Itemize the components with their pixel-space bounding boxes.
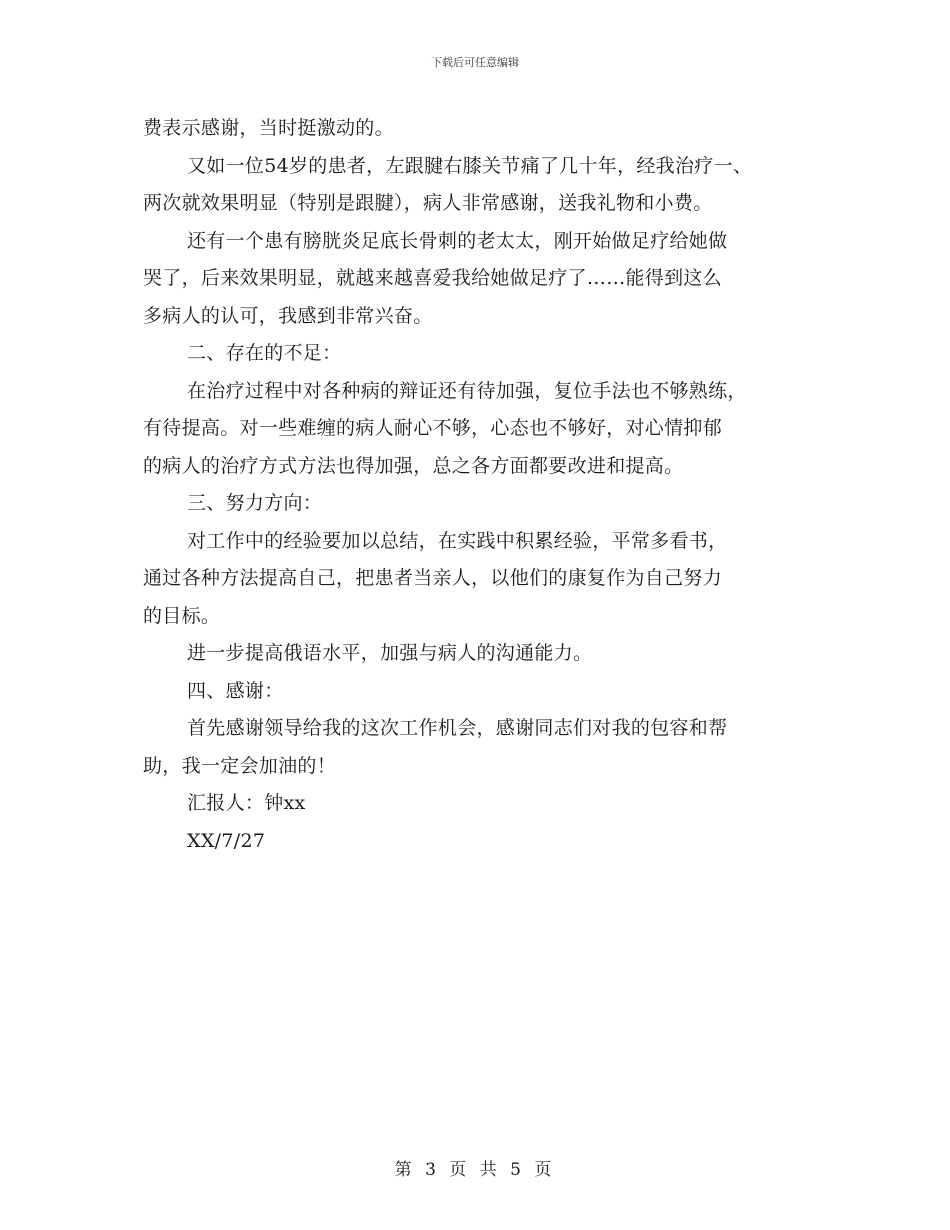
page-number-footer: 第 3 页 共 5 页 [394, 1160, 556, 1180]
text-line: 又如一位54岁的患者，左跟腱右膝关节痛了几十年，经我治疗一、 [187, 154, 753, 177]
text-line: 费表示感谢，当时挺激动的。 [143, 117, 394, 139]
text-line: 的病人的治疗方式方法也得加强，总之各方面都要改进和提高。 [143, 454, 684, 477]
document-body [143, 110, 823, 860]
text-line: 哭了，后来效果明显，就越来越喜爱我给她做足疗了……能得到这么 [143, 267, 723, 289]
section-heading: 三、努力方向： [187, 492, 323, 514]
text-line: 多病人的认可，我感到非常兴奋。 [143, 304, 433, 327]
section-heading: 四、感谢： [187, 679, 284, 702]
date-line: XX/7/27 [187, 829, 266, 852]
section-heading: 二、存在的不足： [187, 342, 342, 364]
text-line: 的目标。 [143, 604, 221, 627]
text-line: 首先感谢领导给我的这次工作机会，感谢同志们对我的包容和帮 [187, 717, 728, 739]
text-line: 有待提高。对一些难缠的病人耐心不够，心态也不够好，对心情抑郁 [143, 417, 723, 439]
text-line: 进一步提高俄语水平，加强与病人的沟通能力。 [187, 642, 593, 664]
text-line: 通过各种方法提高自己，把患者当亲人，以他们的康复作为自己努力 [143, 567, 723, 589]
text-line: 两次就效果明显（特别是跟腱），病人非常感谢，送我礼物和小费。 [143, 192, 713, 214]
text-line: 助，我一定会加油的！ [143, 754, 337, 777]
text-line: 还有一个患有膀胱炎足底长骨刺的老太太，刚开始做足疗给她做 [187, 229, 728, 252]
page-header: 下载后可任意编辑 [431, 56, 519, 69]
text-line: 对工作中的经验要加以总结，在实践中积累经验，平常多看书， [187, 529, 728, 552]
text-line: 在治疗过程中对各种病的辩证还有待加强，复位手法也不够熟练， [187, 379, 747, 402]
reporter-line: 汇报人：钟xx [187, 792, 306, 814]
